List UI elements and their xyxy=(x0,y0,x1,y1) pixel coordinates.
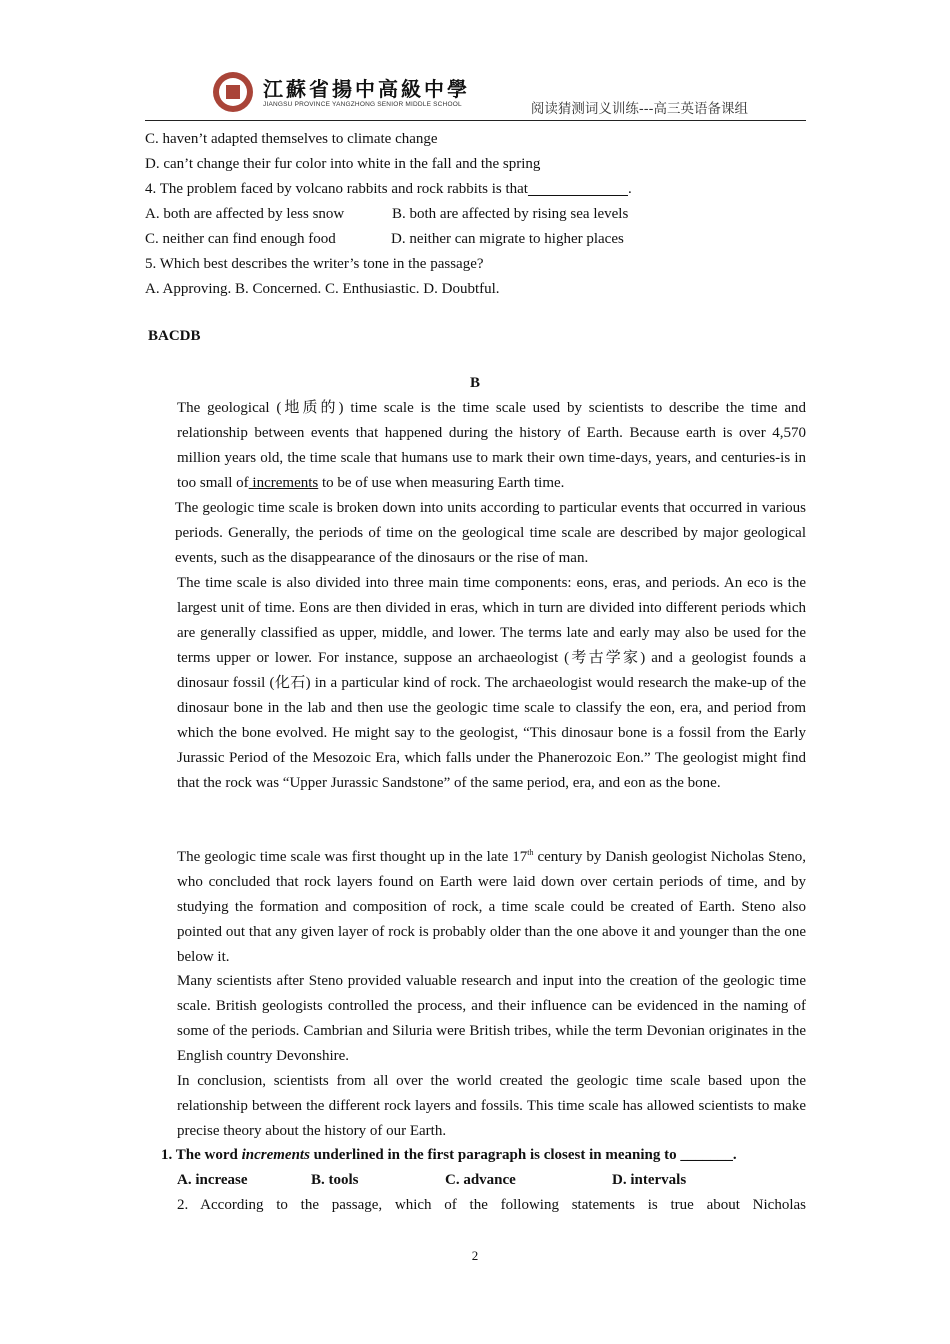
q1-option-a: A. increase xyxy=(177,1172,248,1188)
q4-option-a: A. both are affected by less snow xyxy=(145,206,345,222)
page-number: 2 xyxy=(471,1248,479,1263)
school-seal-icon xyxy=(213,72,253,112)
passage-paragraph-1: The geological (地质的) time scale is the time scale used by scientists to describe the time and relationship between events that happened during the history of Earth. Because earth is over 4,570 million years old, the time scale that humans use to mark their own time-days, years, and centuries-is in too small of increments to be of use when measuring Earth time. xyxy=(177,400,806,491)
q2-stem: 2. According to the passage, which of the following statements is true about Nicholas xyxy=(177,1197,806,1213)
passage-paragraph-5: Many scientists after Steno provided valuable research and input into the creation of the geologic time scale. British geologists controlled the process, and their influence can be evidenced in the naming of some of the periods. Cambrian and Siluria were British tribes, while the term Devonian originates in the English country Devonshire. xyxy=(177,973,806,1064)
q4-option-d: D. neither can migrate to higher places xyxy=(391,231,624,247)
underlined-word: increments xyxy=(248,475,319,491)
q4-option-c: C. neither can find enough food xyxy=(145,231,336,247)
q1-stem: 1. The word increments underlined in the first paragraph is closest in meaning to _______. xyxy=(161,1147,737,1163)
q1-option-d: D. intervals xyxy=(612,1172,687,1188)
q3-option-c: C. haven’t adapted themselves to climate change xyxy=(145,131,438,147)
q5-stem: 5. Which best describes the writer’s tone in the passage? xyxy=(145,256,484,272)
header-subtitle: 阅读猜测词义训练---高三英语备课组 xyxy=(530,101,748,117)
school-logo xyxy=(213,72,470,112)
school-name-cn: 江蘇省揚中高級中學 xyxy=(263,76,470,101)
passage-paragraph-6: In conclusion, scientists from all over the world created the geologic time scale based upon the relationship between the different rock layers and fossils. This time scale has allowed scientists to make precise theory about the history of our Earth. xyxy=(177,1073,806,1139)
passage-paragraph-4: The geologic time scale was first thought up in the late 17th century by Danish geologist Nicholas Steno, who concluded that rock layers found on Earth were laid down over certain periods of time, and by studying the formation and composition of rock, a time scale could be created of Earth. Steno also pointed out that any given layer of rock is probably older than the one above it and younger than the one below it. xyxy=(177,848,806,965)
q4-option-b: B. both are affected by rising sea levels xyxy=(392,206,629,222)
section-title: B xyxy=(469,375,480,391)
q1-option-b: B. tools xyxy=(311,1172,359,1188)
q1-option-c: C. advance xyxy=(445,1172,516,1188)
q4-stem: 4. The problem faced by volcano rabbits and rock rabbits is that . xyxy=(145,181,632,197)
school-name-en: JIANGSU PROVINCE YANGZHONG SENIOR MIDDLE SCHOOL xyxy=(263,100,462,108)
q5-options: A. Approving. B. Concerned. C. Enthusiastic. D. Doubtful. xyxy=(145,281,500,297)
answer-key: BACDB xyxy=(148,328,201,344)
passage-paragraph-2: The geologic time scale is broken down into units according to particular events that occurred in various periods. Generally, the periods of time on the geological time scale are described by major geological events, such as the disappearance of the dinosaurs or the rise of man. xyxy=(175,500,806,566)
page-header xyxy=(145,70,806,121)
q3-option-d: D. can’t change their fur color into white in the fall and the spring xyxy=(145,156,541,172)
passage-paragraph-3: The time scale is also divided into three main time components: eons, eras, and periods. An eco is the largest unit of time. Eons are then divided in eras, which in turn are divided into different periods which are generally classified as upper, middle, and lower. The terms late and early may also be used for the terms upper or lower. For instance, suppose an archaeologist (考古学家) and a geologist founds a dinosaur fossil (化石) in a particular kind of rock. The archaeologist would research the make-up of the dinosaur bone in the lab and then use the geologic time scale to classify the eon, era, and period from which the bone evolved. He might say to the geologist, “This dinosaur bone is a fossil from the Early Jurassic Period of the Mesozoic Era, which falls under the Phanerozoic Eon.” The geologist might find that the rock was “Upper Jurassic Sandstone” of the same period, era, and eon as the bone. xyxy=(177,575,806,791)
